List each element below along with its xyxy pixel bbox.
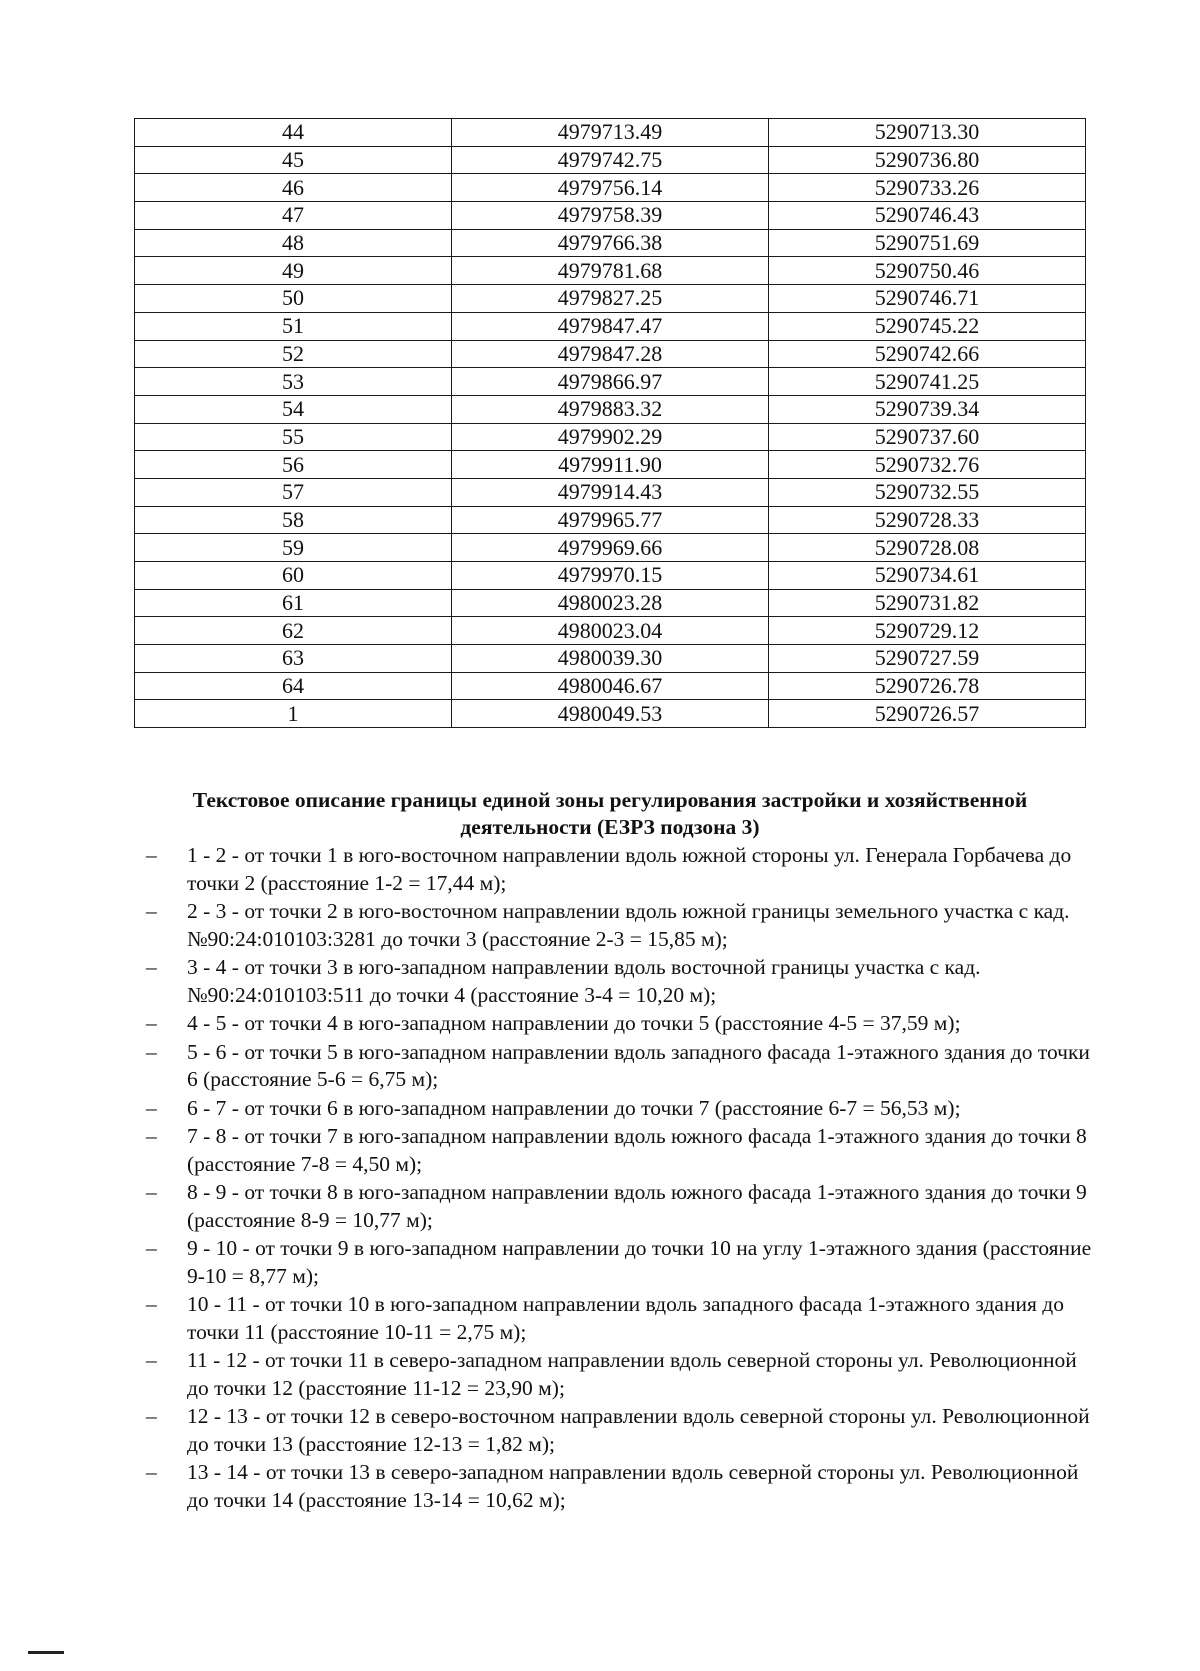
list-item xyxy=(140,1235,1100,1290)
section-title-line-1: Текстовое описание границы единой зоны регулирования застройки и хозяйственной xyxy=(192,788,1028,812)
dash-bullet: – xyxy=(146,1180,157,1204)
list-item xyxy=(140,954,1100,1009)
dash-bullet: – xyxy=(146,955,157,979)
page-edge-mark xyxy=(28,1651,64,1654)
y-coordinate-cell: 5290732.76 xyxy=(769,451,1086,479)
x-coordinate-cell: 4979766.38 xyxy=(452,229,769,257)
segment-description: 4 - 5 - от точки 4 в юго-западном направлении до точки 5 (расстояние 4-5 = 37,59 м); xyxy=(187,1011,961,1035)
y-coordinate-cell: 5290739.34 xyxy=(769,395,1086,423)
point-number-cell: 56 xyxy=(135,451,452,479)
x-coordinate-cell: 4979970.15 xyxy=(452,562,769,590)
x-coordinate-cell: 4979883.32 xyxy=(452,395,769,423)
point-number-cell: 54 xyxy=(135,395,452,423)
dash-bullet: – xyxy=(146,843,157,867)
dash-bullet: – xyxy=(146,1124,157,1148)
point-number-cell: 50 xyxy=(135,285,452,313)
segment-description: 9 - 10 - от точки 9 в юго-западном направлении до точки 10 на углу 1-этажного здания (расстояние 9-10 = 8,77 м); xyxy=(187,1236,1092,1288)
list-item xyxy=(140,1095,1100,1123)
x-coordinate-cell: 4979713.49 xyxy=(452,119,769,147)
table-row xyxy=(135,174,1086,202)
table-row xyxy=(135,119,1086,147)
x-coordinate-cell: 4979969.66 xyxy=(452,534,769,562)
dash-bullet: – xyxy=(146,1348,157,1372)
segment-description: 13 - 14 - от точки 13 в северо-западном направлении вдоль северной стороны ул. Революционной до точки 14 (расстояние 13-14 = 10,62 м); xyxy=(187,1460,1079,1512)
dash-bullet: – xyxy=(146,1236,157,1260)
table-row xyxy=(135,672,1086,700)
y-coordinate-cell: 5290746.43 xyxy=(769,202,1086,230)
y-coordinate-cell: 5290751.69 xyxy=(769,229,1086,257)
table-row xyxy=(135,506,1086,534)
list-item xyxy=(140,1010,1100,1038)
x-coordinate-cell: 4979781.68 xyxy=(452,257,769,285)
y-coordinate-cell: 5290728.33 xyxy=(769,506,1086,534)
table-row xyxy=(135,257,1086,285)
list-item xyxy=(140,898,1100,953)
point-number-cell: 44 xyxy=(135,119,452,147)
table-row xyxy=(135,534,1086,562)
list-item xyxy=(140,1179,1100,1234)
segment-description: 1 - 2 - от точки 1 в юго-восточном направлении вдоль южной стороны ул. Генерала Горбачева до точки 2 (расстояние 1-2 = 17,44 м); xyxy=(187,843,1072,895)
table-row xyxy=(135,229,1086,257)
x-coordinate-cell: 4979902.29 xyxy=(452,423,769,451)
segment-description: 2 - 3 - от точки 2 в юго-восточном направлении вдоль южной границы земельного участка с кад. №90:24:010103:3281 до точки 3 (расстояние 2-3 = 15,85 м); xyxy=(187,899,1070,951)
section-title xyxy=(140,787,1080,841)
point-number-cell: 63 xyxy=(135,645,452,673)
table-row xyxy=(135,645,1086,673)
boundary-description-list xyxy=(140,842,1100,1515)
y-coordinate-cell: 5290737.60 xyxy=(769,423,1086,451)
y-coordinate-cell: 5290726.57 xyxy=(769,700,1086,728)
y-coordinate-cell: 5290733.26 xyxy=(769,174,1086,202)
point-number-cell: 61 xyxy=(135,589,452,617)
table-row xyxy=(135,312,1086,340)
y-coordinate-cell: 5290728.08 xyxy=(769,534,1086,562)
segment-description: 8 - 9 - от точки 8 в юго-западном направлении вдоль южного фасада 1-этажного здания до точки 9 (расстояние 8-9 = 10,77 м); xyxy=(187,1180,1087,1232)
point-number-cell: 60 xyxy=(135,562,452,590)
table-row xyxy=(135,146,1086,174)
table-row xyxy=(135,423,1086,451)
table-row xyxy=(135,478,1086,506)
point-number-cell: 49 xyxy=(135,257,452,285)
list-item xyxy=(140,1039,1100,1094)
x-coordinate-cell: 4979866.97 xyxy=(452,368,769,396)
y-coordinate-cell: 5290713.30 xyxy=(769,119,1086,147)
point-number-cell: 58 xyxy=(135,506,452,534)
y-coordinate-cell: 5290734.61 xyxy=(769,562,1086,590)
table-row xyxy=(135,562,1086,590)
y-coordinate-cell: 5290731.82 xyxy=(769,589,1086,617)
dash-bullet: – xyxy=(146,1292,157,1316)
dash-bullet: – xyxy=(146,1095,157,1120)
y-coordinate-cell: 5290726.78 xyxy=(769,672,1086,700)
y-coordinate-cell: 5290746.71 xyxy=(769,285,1086,313)
segment-description: 5 - 6 - от точки 5 в юго-западном направлении вдоль западного фасада 1-этажного здания до точки 6 (расстояние 5-6 = 6,75 м); xyxy=(187,1039,1090,1091)
segment-description: 10 - 11 - от точки 10 в юго-западном направлении вдоль западного фасада 1-этажного здания до точки 11 (расстояние 10-11 = 2,75 м); xyxy=(187,1292,1064,1344)
x-coordinate-cell: 4979756.14 xyxy=(452,174,769,202)
table-row xyxy=(135,617,1086,645)
x-coordinate-cell: 4980023.04 xyxy=(452,617,769,645)
table-row xyxy=(135,451,1086,479)
table-row xyxy=(135,285,1086,313)
list-item xyxy=(140,1291,1100,1346)
list-item xyxy=(140,1459,1100,1514)
y-coordinate-cell: 5290741.25 xyxy=(769,368,1086,396)
x-coordinate-cell: 4979914.43 xyxy=(452,478,769,506)
point-number-cell: 57 xyxy=(135,478,452,506)
x-coordinate-cell: 4979827.25 xyxy=(452,285,769,313)
x-coordinate-cell: 4979758.39 xyxy=(452,202,769,230)
y-coordinate-cell: 5290727.59 xyxy=(769,645,1086,673)
table-row xyxy=(135,589,1086,617)
y-coordinate-cell: 5290742.66 xyxy=(769,340,1086,368)
segment-description: 7 - 8 - от точки 7 в юго-западном направлении вдоль южного фасада 1-этажного здания до точки 8 (расстояние 7-8 = 4,50 м); xyxy=(187,1124,1087,1176)
x-coordinate-cell: 4979911.90 xyxy=(452,451,769,479)
list-item xyxy=(140,842,1100,897)
list-item xyxy=(140,1347,1100,1402)
point-number-cell: 1 xyxy=(135,700,452,728)
coordinates-table-body xyxy=(135,119,1086,728)
table-row xyxy=(135,340,1086,368)
point-number-cell: 62 xyxy=(135,617,452,645)
segment-description: 11 - 12 - от точки 11 в северо-западном направлении вдоль северной стороны ул. Революционной до точки 12 (расстояние 11-12 = 23,90 м); xyxy=(187,1348,1077,1400)
point-number-cell: 55 xyxy=(135,423,452,451)
list-item xyxy=(140,1123,1100,1178)
y-coordinate-cell: 5290732.55 xyxy=(769,478,1086,506)
x-coordinate-cell: 4980039.30 xyxy=(452,645,769,673)
segment-description: 12 - 13 - от точки 12 в северо-восточном направлении вдоль северной стороны ул. Революционной до точки 13 (расстояние 12-13 = 1,82 м); xyxy=(187,1404,1090,1456)
y-coordinate-cell: 5290750.46 xyxy=(769,257,1086,285)
x-coordinate-cell: 4979742.75 xyxy=(452,146,769,174)
x-coordinate-cell: 4980023.28 xyxy=(452,589,769,617)
list-item xyxy=(140,1403,1100,1458)
y-coordinate-cell: 5290729.12 xyxy=(769,617,1086,645)
dash-bullet: – xyxy=(146,1460,157,1484)
point-number-cell: 47 xyxy=(135,202,452,230)
x-coordinate-cell: 4979847.28 xyxy=(452,340,769,368)
x-coordinate-cell: 4979965.77 xyxy=(452,506,769,534)
segment-description: 3 - 4 - от точки 3 в юго-западном направлении вдоль восточной границы участка с кад. №90:24:010103:511 до точки 4 (расстояние 3-4 = 10,20 м); xyxy=(187,955,981,1007)
dash-bullet: – xyxy=(146,1039,157,1064)
point-number-cell: 52 xyxy=(135,340,452,368)
x-coordinate-cell: 4980046.67 xyxy=(452,672,769,700)
coordinates-table xyxy=(134,118,1086,728)
table-row xyxy=(135,202,1086,230)
dash-bullet: – xyxy=(146,899,157,923)
dash-bullet: – xyxy=(146,1011,157,1035)
table-row xyxy=(135,395,1086,423)
table-row xyxy=(135,368,1086,396)
x-coordinate-cell: 4980049.53 xyxy=(452,700,769,728)
table-row xyxy=(135,700,1086,728)
x-coordinate-cell: 4979847.47 xyxy=(452,312,769,340)
point-number-cell: 51 xyxy=(135,312,452,340)
point-number-cell: 48 xyxy=(135,229,452,257)
point-number-cell: 45 xyxy=(135,146,452,174)
y-coordinate-cell: 5290736.80 xyxy=(769,146,1086,174)
point-number-cell: 64 xyxy=(135,672,452,700)
section-title-line-2: деятельности (ЕЗРЗ подзона 3) xyxy=(460,815,760,839)
point-number-cell: 59 xyxy=(135,534,452,562)
point-number-cell: 46 xyxy=(135,174,452,202)
y-coordinate-cell: 5290745.22 xyxy=(769,312,1086,340)
segment-description: 6 - 7 - от точки 6 в юго-западном направлении до точки 7 (расстояние 6-7 = 56,53 м); xyxy=(187,1095,961,1120)
dash-bullet: – xyxy=(146,1404,157,1428)
point-number-cell: 53 xyxy=(135,368,452,396)
